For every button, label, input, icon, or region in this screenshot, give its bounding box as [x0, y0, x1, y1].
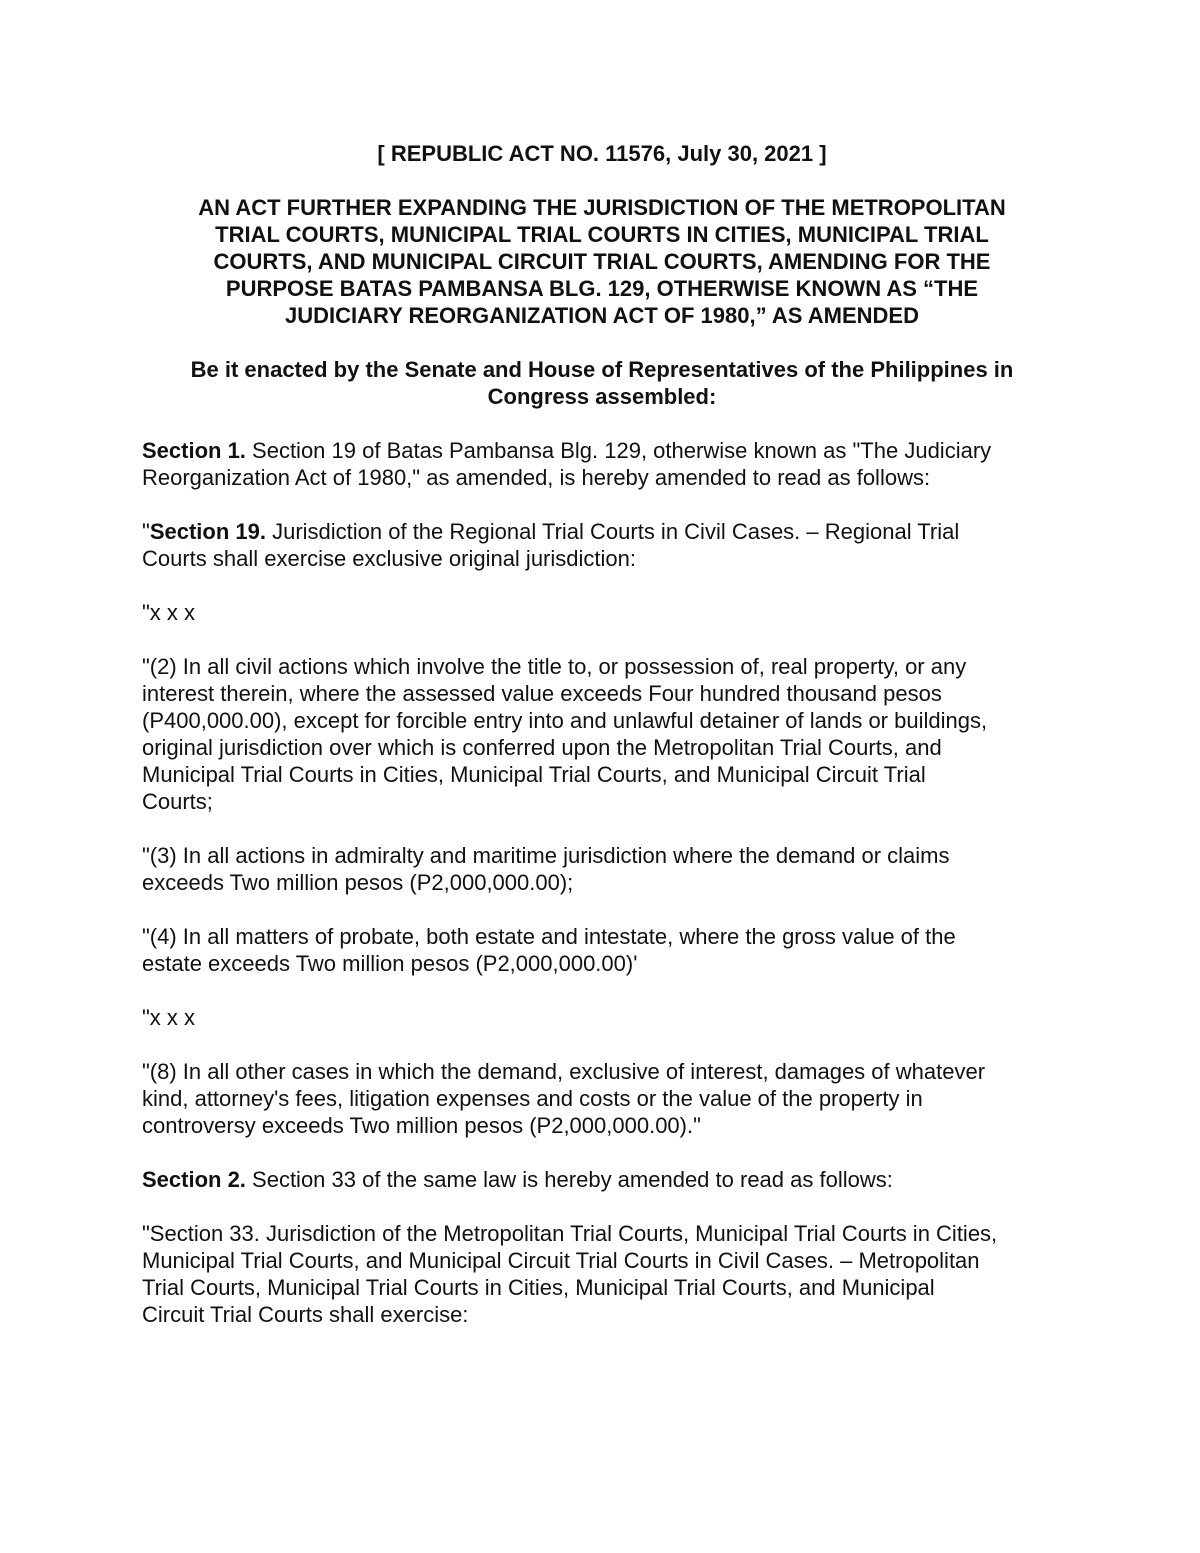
section-19-label: Section 19. [149, 519, 266, 544]
paragraph-line: exceeds Two million pesos (P2,000,000.00); [142, 870, 574, 895]
paragraph-2 [142, 653, 1062, 815]
document-page [142, 140, 1062, 1355]
act-title-line: AN ACT FURTHER EXPANDING THE JURISDICTION OF THE METROPOLITAN [198, 195, 1006, 220]
paragraph-line: "Section 33. Jurisdiction of the Metropolitan Trial Courts, Municipal Trial Courts in Cities, [142, 1221, 998, 1246]
section-19-text: Courts shall exercise exclusive original jurisdiction: [142, 546, 636, 571]
paragraph-line: Municipal Trial Courts, and Municipal Circuit Trial Courts in Civil Cases. – Metropolitan [142, 1248, 980, 1273]
paragraph-line: kind, attorney's fees, litigation expenses and costs or the value of the property in [142, 1086, 923, 1111]
paragraph-line: "(2) In all civil actions which involve the title to, or possession of, real property, or any [142, 654, 967, 679]
enacting-clause [142, 356, 1062, 410]
section-1-paragraph [142, 437, 1062, 491]
ellipsis-paragraph: "x x x [142, 600, 196, 625]
enacting-clause-line: Be it enacted by the Senate and House of Representatives of the Philippines in [190, 357, 1014, 382]
paragraph-4 [142, 923, 1062, 977]
section-33-paragraph [142, 1220, 1062, 1328]
paragraph-line: Circuit Trial Courts shall exercise: [142, 1302, 469, 1327]
paragraph-line: interest therein, where the assessed value exceeds Four hundred thousand pesos [142, 681, 942, 706]
act-title-line: COURTS, AND MUNICIPAL CIRCUIT TRIAL COURTS, AMENDING FOR THE [213, 249, 991, 274]
act-title-line: PURPOSE BATAS PAMBANSA BLG. 129, OTHERWISE KNOWN AS “THE [225, 276, 979, 301]
republic-act-title: [ REPUBLIC ACT NO. 11576, July 30, 2021 ] [377, 141, 827, 166]
enacting-clause-line: Congress assembled: [487, 384, 717, 409]
section-2-paragraph [142, 1166, 1062, 1193]
section-1-text: Reorganization Act of 1980," as amended, is hereby amended to read as follows: [142, 465, 931, 490]
act-title-line: JUDICIARY REORGANIZATION ACT OF 1980,” AS AMENDED [285, 303, 919, 328]
paragraph-8 [142, 1058, 1062, 1139]
section-2-text: Section 33 of the same law is hereby amended to read as follows: [245, 1167, 893, 1192]
paragraph-line: (P400,000.00), except for forcible entry into and unlawful detainer of lands or buildings, [142, 708, 988, 733]
section-2-label: Section 2. [142, 1167, 246, 1192]
paragraph-line: Trial Courts, Municipal Trial Courts in Cities, Municipal Trial Courts, and Municipal [142, 1275, 935, 1300]
section-19-text: Jurisdiction of the Regional Trial Courts in Civil Cases. – Regional Trial [265, 519, 960, 544]
ellipsis-paragraph: "x x x [142, 1005, 196, 1030]
act-title-line: TRIAL COURTS, MUNICIPAL TRIAL COURTS IN CITIES, MUNICIPAL TRIAL [215, 222, 989, 247]
section-1-text: Section 19 of Batas Pambansa Blg. 129, otherwise known as "The Judiciary [245, 438, 992, 463]
paragraph-line: estate exceeds Two million pesos (P2,000,000.00)' [142, 951, 638, 976]
paragraph-line: Courts; [142, 789, 213, 814]
paragraph-3 [142, 842, 1062, 896]
paragraph-line: "(8) In all other cases in which the demand, exclusive of interest, damages of whatever [142, 1059, 986, 1084]
paragraph-line: Municipal Trial Courts in Cities, Municipal Trial Courts, and Municipal Circuit Trial [142, 762, 926, 787]
paragraph-line: controversy exceeds Two million pesos (P2,000,000.00)." [142, 1113, 701, 1138]
quote-mark: " [142, 519, 150, 544]
paragraph-line: "(4) In all matters of probate, both estate and intestate, where the gross value of the [142, 924, 956, 949]
act-title [142, 194, 1062, 329]
section-1-label: Section 1. [142, 438, 246, 463]
paragraph-line: "(3) In all actions in admiralty and maritime jurisdiction where the demand or claims [142, 843, 950, 868]
section-19-paragraph [142, 518, 1062, 572]
paragraph-line: original jurisdiction over which is conferred upon the Metropolitan Trial Courts, and [142, 735, 942, 760]
